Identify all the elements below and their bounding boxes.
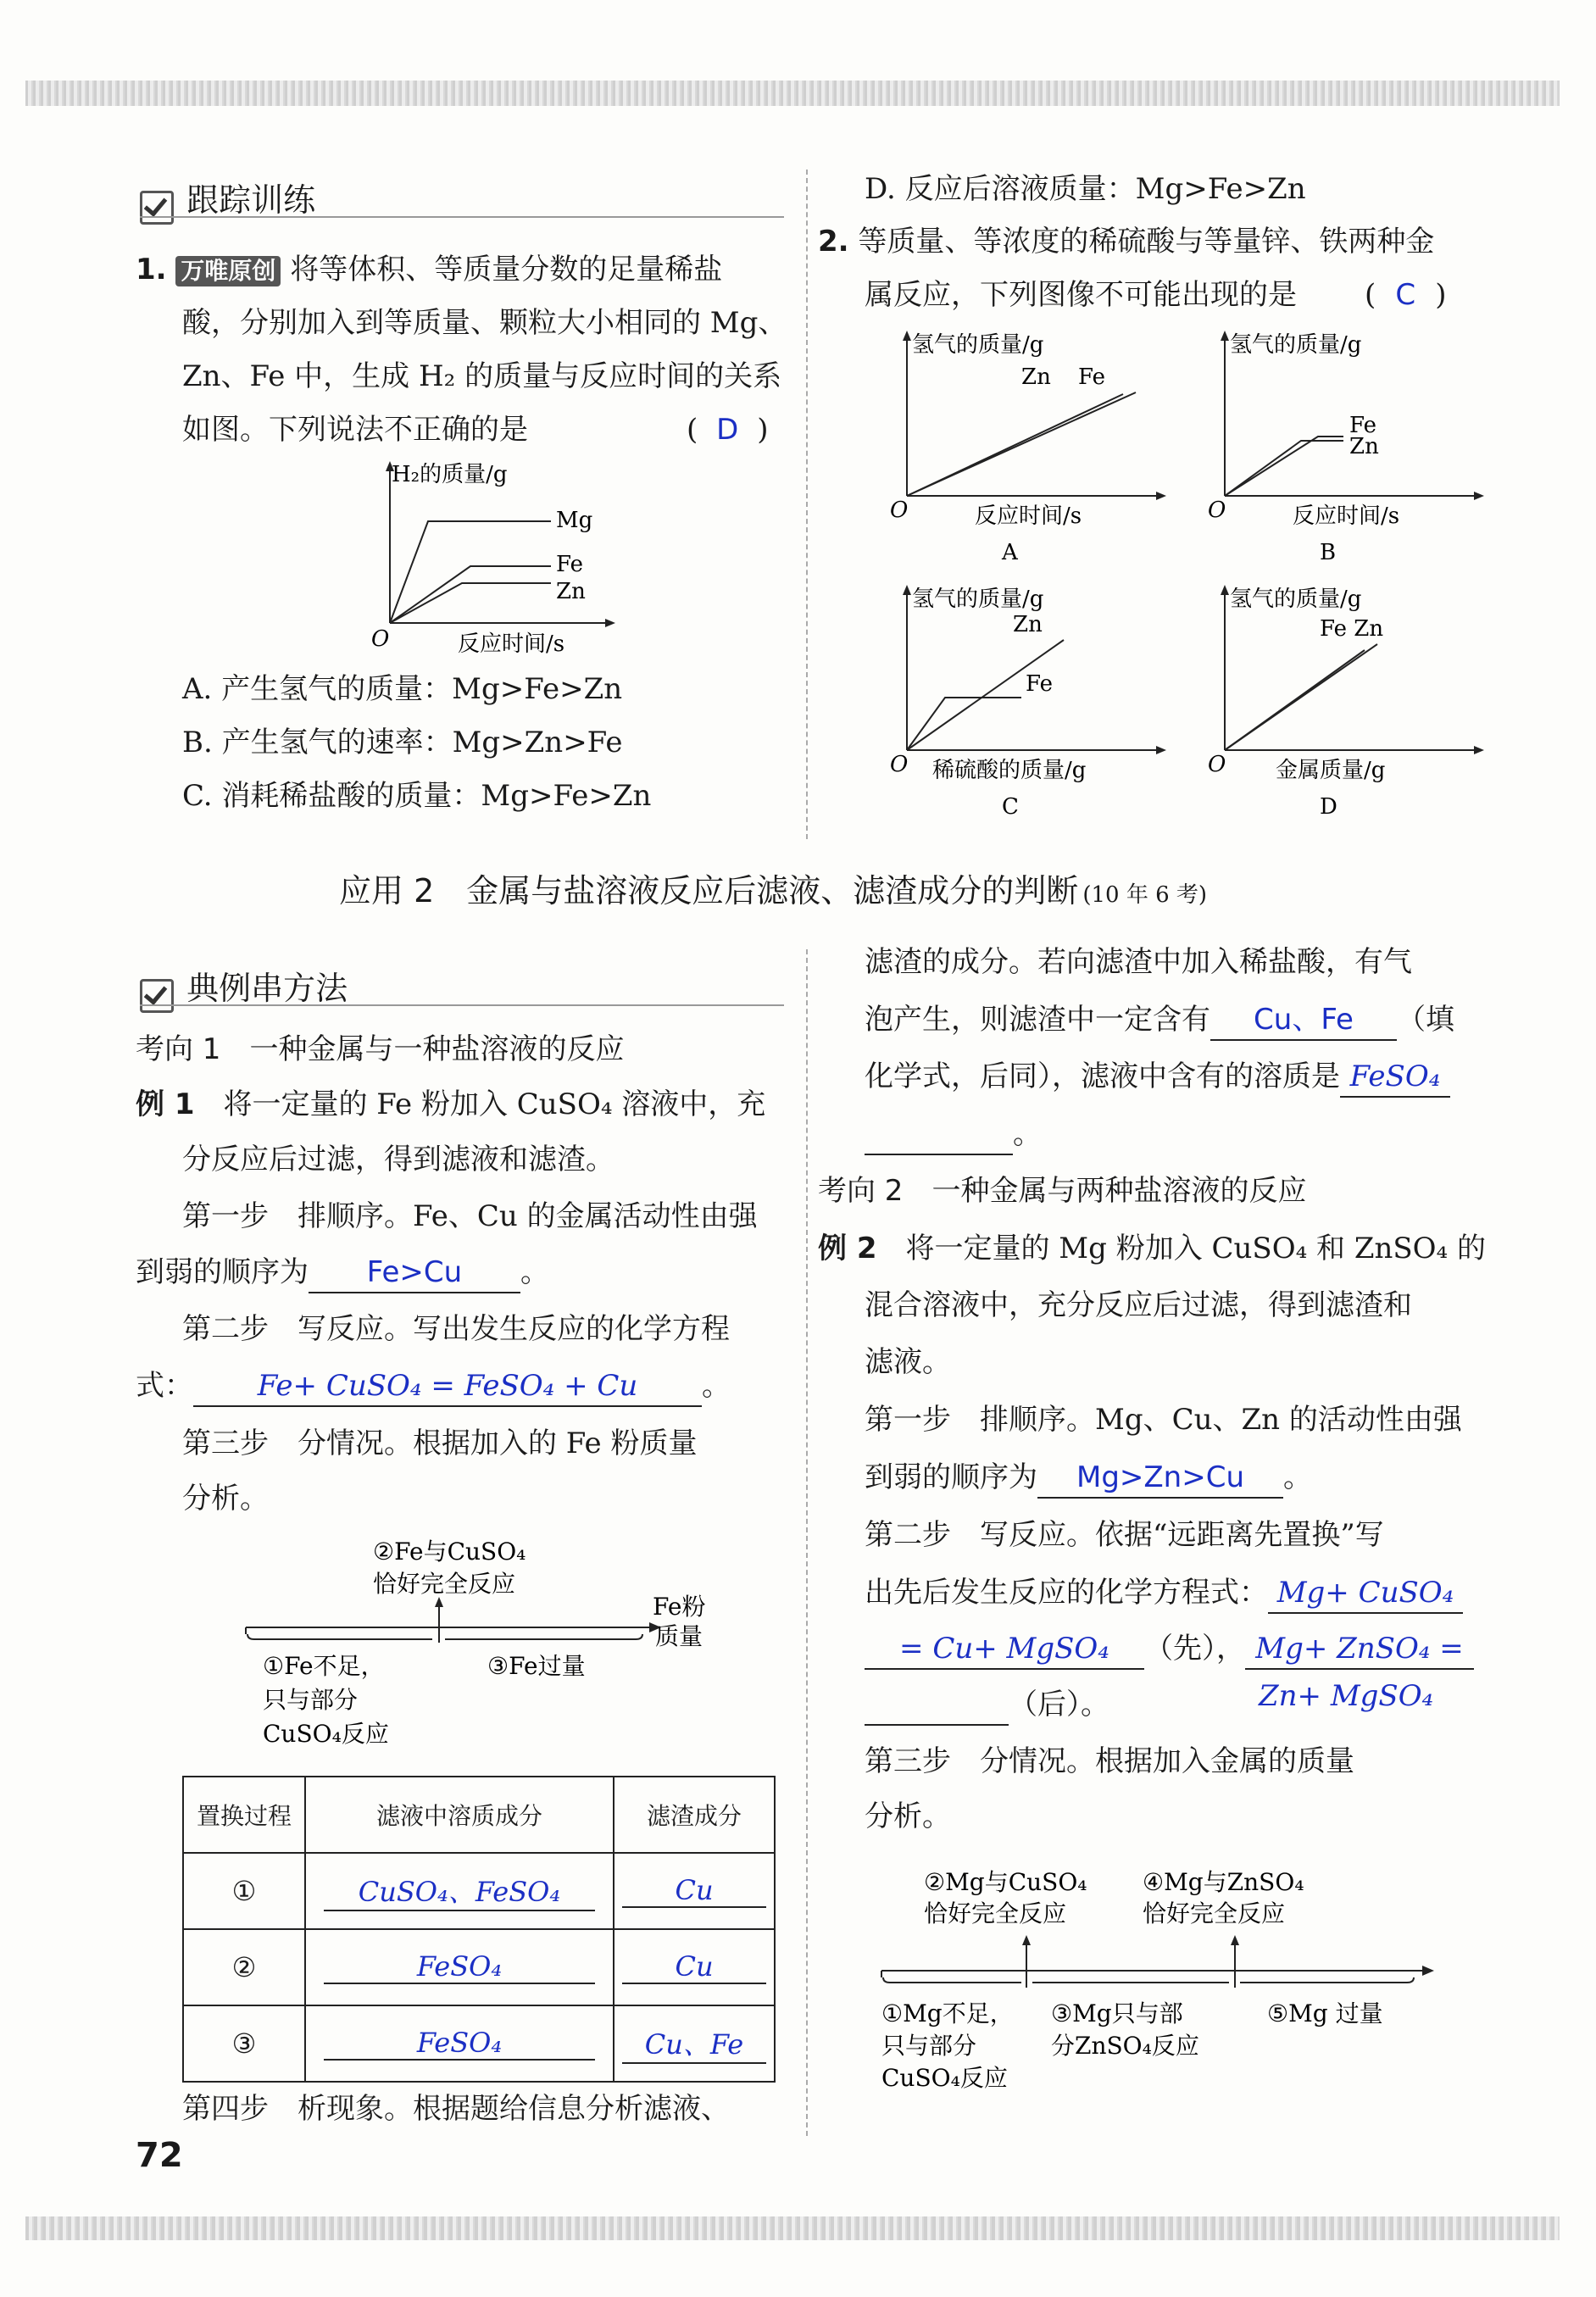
svg-text:O: O bbox=[1208, 498, 1226, 523]
ex1-cont-line3: 化学式，后同），滤液中含有的溶质是 FeSO₄ bbox=[865, 1057, 1450, 1098]
ex1-table bbox=[182, 1776, 776, 2083]
question-2-line-1: 2. 等质量、等浓度的稀硫酸与等量锌、铁两种金 bbox=[818, 225, 1435, 259]
ex2-step3-line2: 分析。 bbox=[865, 1799, 951, 1833]
svg-text:C: C bbox=[1002, 794, 1019, 820]
svg-text:Fe粉: Fe粉 bbox=[653, 1593, 706, 1621]
question-1-line-3: Zn、Fe 中，生成 H₂ 的质量与反应时间的关系 bbox=[182, 359, 782, 393]
ex1-step2-line2: 式： Fe+ CuSO₄ = FeSO₄ + Cu 。 bbox=[136, 1366, 731, 1407]
svg-text:Fe Zn: Fe Zn bbox=[1320, 616, 1384, 642]
curve-mg bbox=[390, 521, 551, 623]
svg-text:④Mg与ZnSO₄: ④Mg与ZnSO₄ bbox=[1143, 1868, 1304, 1896]
table-header-row: 置换过程 滤液中溶质成分 滤渣成分 bbox=[183, 1777, 775, 1853]
svg-text:Zn: Zn bbox=[1021, 364, 1051, 390]
q1-option-d: D. 反应后溶液质量：Mg>Fe>Zn bbox=[865, 172, 1306, 206]
table-row: ① CuSO₄、FeSO₄ Cu bbox=[183, 1853, 775, 1929]
q1-graph bbox=[356, 458, 644, 661]
svg-text:O: O bbox=[890, 498, 909, 523]
ex1-step2-line1: 第二步 写反应。写出发生反应的化学方程 bbox=[182, 1312, 730, 1346]
ex1-step3-line1: 第三步 分情况。根据加入的 Fe 粉质量 bbox=[182, 1427, 698, 1460]
ex2-step3-line1: 第三步 分情况。根据加入金属的质量 bbox=[865, 1744, 1354, 1778]
svg-text:Fe: Fe bbox=[556, 552, 584, 577]
ex1-cont-line4: 。 bbox=[865, 1115, 1042, 1155]
ex2-step2-line4: （后）。 bbox=[865, 1685, 1109, 1726]
ex1-number-line bbox=[237, 1534, 763, 1763]
svg-text:③Fe过量: ③Fe过量 bbox=[487, 1652, 586, 1680]
svg-text:CuSO₄反应: CuSO₄反应 bbox=[263, 1720, 389, 1748]
badge-logo: 万唯原创 bbox=[175, 256, 281, 286]
svg-text:CuSO₄反应: CuSO₄反应 bbox=[881, 2064, 1008, 2092]
svg-text:O: O bbox=[1208, 752, 1226, 777]
curve-zn bbox=[390, 583, 551, 623]
application-2-heading: 应用 2 金属与盐溶液反应后滤液、滤渣成分的判断 (10 年 6 考) bbox=[339, 872, 1208, 909]
column-divider-bottom bbox=[806, 949, 808, 2136]
column-divider-top bbox=[806, 170, 808, 839]
direction-1-title: 考向 1 一种金属与一种盐溶液的反应 bbox=[136, 1032, 625, 1066]
svg-text:②Fe与CuSO₄: ②Fe与CuSO₄ bbox=[373, 1538, 526, 1566]
svg-text:Fe: Fe bbox=[1078, 364, 1106, 390]
table-row: ③ FeSO₄ Cu、Fe bbox=[183, 2005, 775, 2082]
ex1-cont-line1: 滤渣的成分。若向滤渣中加入稀盐酸，有气 bbox=[865, 945, 1412, 979]
svg-text:氢气的质量/g: 氢气的质量/g bbox=[1230, 332, 1362, 358]
curve-fe bbox=[390, 566, 551, 623]
ex2-step2-line1: 第二步 写反应。依据“远距离先置换”写 bbox=[865, 1518, 1384, 1552]
checkmark-icon bbox=[140, 191, 174, 225]
q2-graph-b bbox=[1199, 326, 1521, 572]
section-underline bbox=[140, 216, 784, 218]
svg-text:分ZnSO₄反应: 分ZnSO₄反应 bbox=[1051, 2032, 1199, 2060]
svg-text:恰好完全反应: 恰好完全反应 bbox=[373, 1570, 516, 1598]
svg-text:Zn: Zn bbox=[1013, 612, 1043, 637]
svg-text:氢气的质量/g: 氢气的质量/g bbox=[912, 587, 1044, 612]
svg-text:反应时间/s: 反应时间/s bbox=[975, 503, 1082, 529]
svg-text:氢气的质量/g: 氢气的质量/g bbox=[1230, 587, 1362, 612]
svg-text:O: O bbox=[890, 752, 909, 777]
svg-text:金属质量/g: 金属质量/g bbox=[1276, 758, 1386, 783]
question-1-line-1: 1. 万唯原创 将等体积、等质量分数的足量稀盐 bbox=[136, 253, 723, 286]
svg-text:B: B bbox=[1320, 540, 1337, 565]
svg-text:反应时间/s: 反应时间/s bbox=[458, 631, 565, 657]
svg-text:A: A bbox=[1002, 540, 1018, 565]
question-1-answer-bracket: ( D ) bbox=[687, 413, 769, 447]
svg-text:只与部分: 只与部分 bbox=[263, 1686, 359, 1714]
question-1-line-4: 如图。下列说法不正确的是 bbox=[182, 413, 528, 447]
ex2-step2-line3: = Cu+ MgSO₄ （先）， Mg+ ZnSO₄ = bbox=[865, 1629, 1474, 1670]
svg-text:①Fe不足，: ①Fe不足， bbox=[263, 1652, 385, 1680]
example-1-line-2: 分反应后过滤，得到滤液和滤渣。 bbox=[182, 1143, 614, 1176]
svg-text:②Mg与CuSO₄: ②Mg与CuSO₄ bbox=[924, 1868, 1087, 1896]
question-2-line-2: 属反应，下列图像不可能出现的是 bbox=[865, 278, 1297, 312]
svg-text:O: O bbox=[371, 626, 390, 652]
ex1-step3-line2: 分析。 bbox=[182, 1482, 269, 1516]
svg-text:恰好完全反应: 恰好完全反应 bbox=[1143, 1899, 1286, 1927]
direction-2-title: 考向 2 一种金属与两种盐溶液的反应 bbox=[818, 1174, 1307, 1208]
ex1-step1-line2: 到弱的顺序为 Fe>Cu 。 bbox=[136, 1253, 549, 1293]
svg-text:反应时间/s: 反应时间/s bbox=[1293, 503, 1400, 529]
section-underline bbox=[140, 1004, 784, 1006]
svg-text:氢气的质量/g: 氢气的质量/g bbox=[912, 332, 1044, 358]
example-1-line-1: 例 1 将一定量的 Fe 粉加入 CuSO₄ 溶液中，充 bbox=[136, 1087, 766, 1121]
svg-text:Fe: Fe bbox=[1349, 413, 1377, 438]
svg-text:质量: 质量 bbox=[655, 1622, 703, 1650]
ex2-step1-line2: 到弱的顺序为 Mg>Zn>Cu 。 bbox=[865, 1458, 1312, 1499]
section-header-examples: 典例串方法 bbox=[140, 962, 348, 1013]
ex1-step4: 第四步 析现象。根据题给信息分析滤液、 bbox=[182, 2092, 730, 2126]
example-2-line-2: 混合溶液中，充分反应后过滤，得到滤渣和 bbox=[865, 1288, 1412, 1322]
example-2-line-3: 滤液。 bbox=[865, 1345, 951, 1379]
svg-text:H₂的质量/g: H₂的质量/g bbox=[392, 462, 508, 487]
section-header-tracking: 跟踪训练 bbox=[140, 174, 315, 225]
q1-option-c: C. 消耗稀盐酸的质量：Mg>Fe>Zn bbox=[182, 779, 652, 813]
page-number: 72 bbox=[136, 2136, 183, 2175]
q2-graph-a bbox=[881, 326, 1204, 572]
ex2-step2-line2: 出先后发生反应的化学方程式： Mg+ CuSO₄ bbox=[865, 1573, 1463, 1614]
ex2-eq2-continued: Zn+ MgSO₄ bbox=[1259, 1679, 1434, 1713]
svg-text:①Mg不足，: ①Mg不足， bbox=[881, 1999, 1014, 2027]
svg-text:⑤Mg 过量: ⑤Mg 过量 bbox=[1267, 1999, 1383, 2027]
svg-text:D: D bbox=[1320, 794, 1337, 820]
table-row: ② FeSO₄ Cu bbox=[183, 1929, 775, 2005]
question-1-line-2: 酸，分别加入到等质量、颗粒大小相同的 Mg、 bbox=[182, 306, 787, 340]
bottom-border-band bbox=[25, 2216, 1560, 2240]
svg-text:Fe: Fe bbox=[1026, 671, 1054, 697]
q2-graph-d bbox=[1199, 581, 1521, 826]
q1-option-b: B. 产生氢气的速率：Mg>Zn>Fe bbox=[182, 726, 623, 759]
q1-option-a: A. 产生氢气的质量：Mg>Fe>Zn bbox=[182, 672, 623, 706]
ex2-number-line bbox=[873, 1860, 1475, 2115]
question-2-answer-bracket: ( C ) bbox=[1365, 278, 1447, 312]
q2-graph-c bbox=[881, 581, 1204, 826]
ex1-cont-line2: 泡产生，则滤渣中一定含有 Cu、Fe （填 bbox=[865, 1000, 1454, 1041]
svg-text:③Mg只与部: ③Mg只与部 bbox=[1051, 1999, 1183, 2027]
ex1-step1-line1: 第一步 排顺序。Fe、Cu 的金属活动性由强 bbox=[182, 1199, 758, 1233]
example-2-line-1: 例 2 将一定量的 Mg 粉加入 CuSO₄ 和 ZnSO₄ 的 bbox=[818, 1232, 1486, 1265]
svg-text:稀硫酸的质量/g: 稀硫酸的质量/g bbox=[932, 758, 1087, 783]
svg-text:Zn: Zn bbox=[556, 579, 586, 604]
ex2-step1-line1: 第一步 排顺序。Mg、Cu、Zn 的活动性由强 bbox=[865, 1403, 1462, 1437]
svg-text:Zn: Zn bbox=[1349, 434, 1379, 459]
svg-text:只与部分: 只与部分 bbox=[881, 2032, 977, 2060]
top-border-band bbox=[25, 81, 1560, 106]
svg-text:Mg: Mg bbox=[556, 508, 593, 533]
svg-text:恰好完全反应: 恰好完全反应 bbox=[924, 1899, 1067, 1927]
checkmark-icon bbox=[140, 979, 174, 1013]
